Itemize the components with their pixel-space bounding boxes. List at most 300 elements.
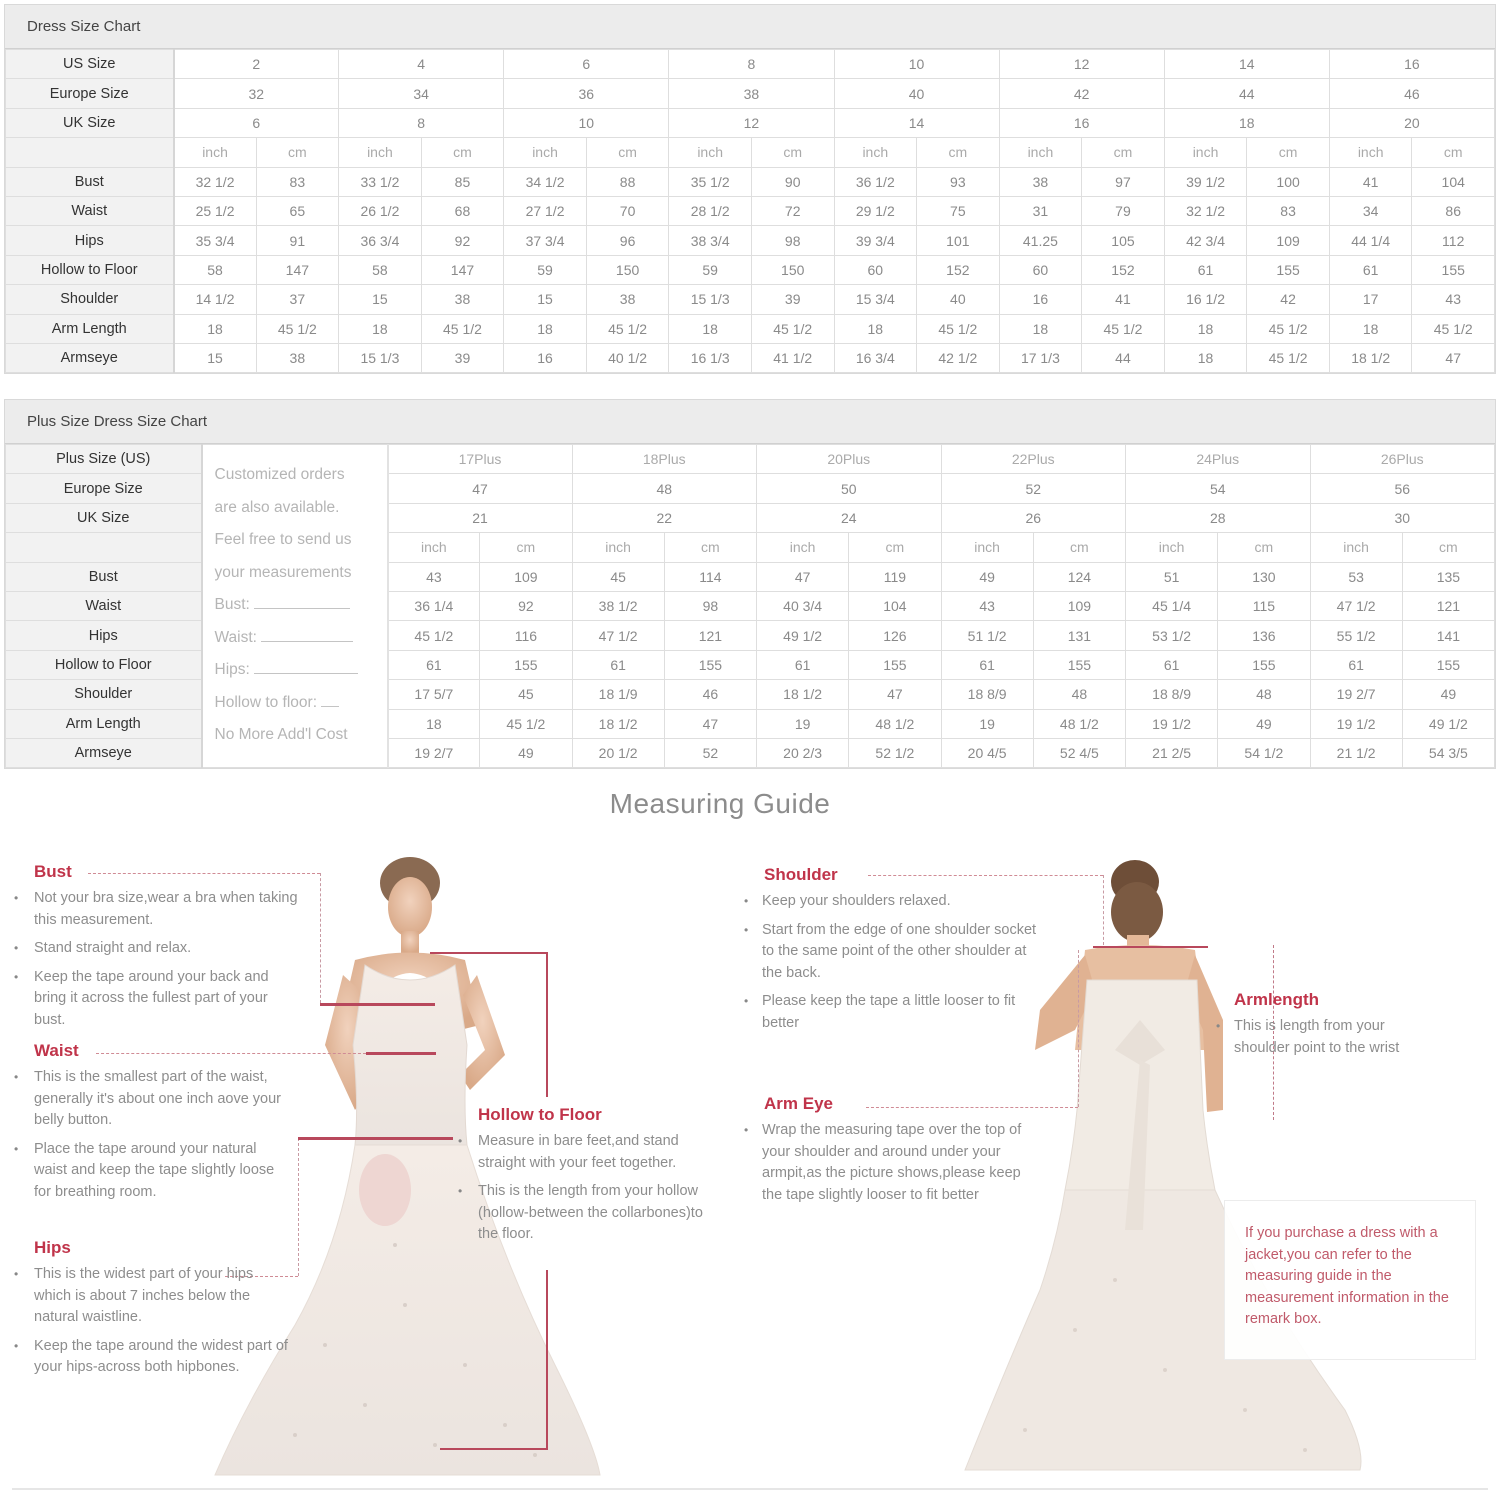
unit-cm: cm [586, 138, 669, 167]
measurement-cell: 36 1/2 [834, 167, 917, 196]
measurement-cell: 47 [757, 562, 849, 591]
measurement-cell: 119 [849, 562, 941, 591]
measurement-cell: 104 [849, 591, 941, 620]
shoulder-leader-vertical [1103, 875, 1104, 945]
measurement-cell: 28 1/2 [669, 196, 752, 225]
note-waist-label: Waist: [214, 628, 257, 646]
shoulder-tip: • Start from the edge of one shoulder socket to the same point of the other shoulder at the back. [730, 920, 1040, 985]
measurement-cell: 37 [256, 285, 339, 314]
measurement-cell: 155 [1402, 650, 1494, 679]
measurement-cell: 45 1/2 [1412, 314, 1495, 343]
unit-inch: inch [388, 533, 480, 562]
dress-size-chart-title: Dress Size Chart [5, 5, 1495, 49]
measurement-cell: 18 [669, 314, 752, 343]
measurement-cell: 35 3/4 [174, 226, 257, 255]
measurement-cell: 45 1/2 [586, 314, 669, 343]
waist-guide [0, 1041, 290, 1210]
unit-inch: inch [1329, 138, 1412, 167]
row-label: Hips [6, 621, 202, 650]
size-cell: 16 [1329, 50, 1494, 79]
measurement-cell: 19 [941, 709, 1033, 738]
measurement-row [6, 343, 1495, 372]
measurement-cell: 20 4/5 [941, 738, 1033, 767]
measurement-cell: 18 8/9 [941, 680, 1033, 709]
measurement-cell: 16 [999, 285, 1082, 314]
bust-leader-vertical [320, 873, 321, 1003]
unit-cm: cm [480, 533, 572, 562]
measurement-cell: 27 1/2 [504, 196, 587, 225]
size-cell: 48 [572, 474, 757, 503]
size-cell: 4 [339, 50, 504, 79]
measuring-guide-title: Measuring Guide [609, 788, 831, 819]
armeye-leader-vertical [1078, 950, 1079, 1107]
row-label: Armseye [6, 738, 202, 767]
measurement-cell: 26 1/2 [339, 196, 422, 225]
row-label: Shoulder [6, 680, 202, 709]
measurement-row [6, 314, 1495, 343]
measurement-cell: 86 [1412, 196, 1495, 225]
size-cell: 17Plus [388, 445, 573, 474]
measurement-cell: 72 [751, 196, 834, 225]
armeye-tip: • Wrap the measuring tape over the top of your shoulder and around under your armpit,as the picture shows,please keep the tape slightly looser to fit better [730, 1120, 1040, 1206]
measurement-cell: 18 [834, 314, 917, 343]
unit-cm: cm [1247, 138, 1330, 167]
measurement-cell: 152 [917, 255, 1000, 284]
measurement-cell: 19 1/2 [1126, 709, 1218, 738]
row-label: Waist [6, 591, 202, 620]
measurement-cell: 61 [941, 650, 1033, 679]
measurement-row [6, 285, 1495, 314]
measurement-cell: 38 [256, 343, 339, 372]
measurement-cell: 18 [999, 314, 1082, 343]
hollow-vertical-bottom [546, 1270, 548, 1450]
size-cell: 38 [669, 79, 834, 108]
size-cell: 56 [1310, 474, 1495, 503]
note-line: are also available. [214, 498, 340, 516]
size-cell: 24Plus [1126, 445, 1311, 474]
hollow-bottom-line [440, 1448, 548, 1450]
measurement-cell: 25 1/2 [174, 196, 257, 225]
unit-inch: inch [941, 533, 1033, 562]
measurement-cell: 55 1/2 [1310, 621, 1402, 650]
size-cell: 26 [941, 503, 1126, 532]
measurement-cell: 47 [1412, 343, 1495, 372]
measurement-cell: 75 [917, 196, 1000, 225]
measurement-cell: 49 [1218, 709, 1310, 738]
size-cell: 21 [388, 503, 573, 532]
bust-tip: • Keep the tape around your back and bring it across the fullest part of your bust. [0, 967, 300, 1032]
measurement-cell: 42 3/4 [1164, 226, 1247, 255]
measurement-cell: 34 [1329, 196, 1412, 225]
measurement-cell: 18 [504, 314, 587, 343]
measurement-cell: 131 [1033, 621, 1125, 650]
measurement-cell: 39 3/4 [834, 226, 917, 255]
unit-inch: inch [1164, 138, 1247, 167]
armlength-tip: • This is length from your shoulder point to the wrist [1202, 1016, 1442, 1059]
measurement-cell: 51 [1126, 562, 1218, 591]
measurement-cell: 88 [586, 167, 669, 196]
measurement-cell: 32 1/2 [174, 167, 257, 196]
size-header-row [6, 108, 1495, 137]
measurement-cell: 16 1/3 [669, 343, 752, 372]
unit-inch: inch [834, 138, 917, 167]
measurement-cell: 49 [941, 562, 1033, 591]
measurement-cell: 16 [504, 343, 587, 372]
measurement-cell: 61 [1329, 255, 1412, 284]
measurement-cell: 98 [664, 591, 756, 620]
hollow-heading: Hollow to Floor [478, 1105, 602, 1124]
waist-heading: Waist [34, 1041, 79, 1060]
measurement-cell: 68 [421, 196, 504, 225]
measurement-cell: 42 [1247, 285, 1330, 314]
measurement-cell: 155 [1218, 650, 1310, 679]
measurement-cell: 155 [849, 650, 941, 679]
dress-size-chart [4, 4, 1496, 374]
bust-tip: • Stand straight and relax. [0, 938, 300, 960]
bust-heading: Bust [34, 862, 72, 881]
measurement-cell: 45 1/2 [1247, 343, 1330, 372]
measurement-cell: 18 [1329, 314, 1412, 343]
measurement-cell: 16 3/4 [834, 343, 917, 372]
measurement-cell: 155 [1247, 255, 1330, 284]
measurement-cell: 35 1/2 [669, 167, 752, 196]
measurement-cell: 147 [256, 255, 339, 284]
measurement-cell: 52 [664, 738, 756, 767]
measurement-cell: 15 [174, 343, 257, 372]
unit-inch: inch [1310, 533, 1402, 562]
size-cell: 20Plus [757, 445, 942, 474]
measurement-cell: 92 [421, 226, 504, 255]
hollow-tip: • This is the length from your hollow (hollow-between the collarbones)to the floor. [444, 1181, 704, 1246]
shoulder-measure-line [1093, 946, 1208, 948]
note-hollow-label: Hollow to floor: [214, 693, 318, 711]
measurement-cell: 49 [1402, 680, 1494, 709]
measurement-cell: 52 4/5 [1033, 738, 1125, 767]
measurement-row [6, 196, 1495, 225]
measurement-cell: 19 2/7 [1310, 680, 1402, 709]
size-cell: 46 [1329, 79, 1494, 108]
measurement-cell: 121 [664, 621, 756, 650]
unit-inch: inch [339, 138, 422, 167]
measurement-cell: 14 1/2 [174, 285, 257, 314]
measurement-cell: 49 [480, 738, 572, 767]
measurement-cell: 15 1/3 [669, 285, 752, 314]
unit-cm: cm [917, 138, 1000, 167]
measurement-cell: 105 [1082, 226, 1165, 255]
measurement-cell: 45 1/2 [751, 314, 834, 343]
hips-guide [0, 1238, 290, 1386]
measurement-cell: 17 [1329, 285, 1412, 314]
measurement-cell: 32 1/2 [1164, 196, 1247, 225]
size-cell: 22 [572, 503, 757, 532]
row-label: Europe Size [6, 474, 202, 503]
note-footer: No More Add'l Cost [214, 726, 348, 743]
unit-cm: cm [664, 533, 756, 562]
shoulder-guide [730, 865, 1040, 1041]
note-hips-label: Hips: [214, 661, 250, 678]
measurement-cell: 100 [1247, 167, 1330, 196]
measurement-row [6, 226, 1495, 255]
size-cell: 22Plus [941, 445, 1126, 474]
size-cell: 12 [999, 50, 1164, 79]
shoulder-heading: Shoulder [764, 865, 838, 884]
measurement-cell: 15 1/3 [339, 343, 422, 372]
measurement-cell: 16 1/2 [1164, 285, 1247, 314]
measurement-cell: 121 [1402, 591, 1494, 620]
bust-guide [0, 862, 300, 1038]
measurement-cell: 65 [256, 196, 339, 225]
measurement-cell: 38 [999, 167, 1082, 196]
measurement-cell: 46 [664, 680, 756, 709]
size-cell: 12 [669, 108, 834, 137]
unit-cm: cm [256, 138, 339, 167]
size-cell: 24 [757, 503, 942, 532]
measurement-cell: 58 [339, 255, 422, 284]
measurement-cell: 49 1/2 [1402, 709, 1494, 738]
measurement-cell: 104 [1412, 167, 1495, 196]
hollow-blank [321, 693, 339, 707]
measurement-cell: 38 [421, 285, 504, 314]
custom-order-note [202, 445, 388, 768]
unit-inch: inch [669, 138, 752, 167]
measurement-cell: 61 [757, 650, 849, 679]
measurement-cell: 109 [480, 562, 572, 591]
measurement-row [6, 255, 1495, 284]
size-header-row [6, 79, 1495, 108]
measurement-cell: 18 [1164, 343, 1247, 372]
size-cell: 42 [999, 79, 1164, 108]
measurement-cell: 109 [1033, 591, 1125, 620]
measurement-cell: 15 3/4 [834, 285, 917, 314]
size-header-row [6, 50, 1495, 79]
measurement-cell: 70 [586, 196, 669, 225]
measurement-cell: 37 3/4 [504, 226, 587, 255]
unit-inch: inch [174, 138, 257, 167]
measurement-cell: 18 [388, 709, 480, 738]
hips-tip: • This is the widest part of your hips which is about 7 inches below the natural waistline. [0, 1264, 290, 1329]
measurement-cell: 45 1/2 [480, 709, 572, 738]
note-line: Customized orders [214, 466, 345, 483]
size-cell: 6 [504, 50, 669, 79]
measurement-cell: 33 1/2 [339, 167, 422, 196]
row-label: Hips [6, 226, 174, 255]
measurement-cell: 15 [504, 285, 587, 314]
measurement-cell: 59 [504, 255, 587, 284]
measurement-cell: 155 [480, 650, 572, 679]
measurement-cell: 41 1/2 [751, 343, 834, 372]
size-cell: 34 [339, 79, 504, 108]
measurement-cell: 60 [834, 255, 917, 284]
row-label: Arm Length [6, 314, 174, 343]
bust-blank [254, 595, 350, 609]
measurement-cell: 43 [941, 591, 1033, 620]
measurement-cell: 141 [1402, 621, 1494, 650]
measurement-cell: 47 1/2 [572, 621, 664, 650]
measurement-cell: 21 2/5 [1126, 738, 1218, 767]
size-cell: 8 [339, 108, 504, 137]
measurement-cell: 109 [1247, 226, 1330, 255]
measurement-cell: 45 1/2 [917, 314, 1000, 343]
measurement-cell: 36 3/4 [339, 226, 422, 255]
measurement-cell: 45 [572, 562, 664, 591]
measurement-cell: 42 1/2 [917, 343, 1000, 372]
measurement-cell: 115 [1218, 591, 1310, 620]
size-cell: 10 [834, 50, 999, 79]
measurement-cell: 130 [1218, 562, 1310, 591]
row-label [6, 138, 174, 167]
measurement-cell: 41.25 [999, 226, 1082, 255]
row-label: Bust [6, 562, 202, 591]
hollow-guide [444, 1105, 704, 1253]
measurement-cell: 19 2/7 [388, 738, 480, 767]
measurement-cell: 15 [339, 285, 422, 314]
measurement-cell: 126 [849, 621, 941, 650]
unit-row [6, 138, 1495, 167]
hips-tip: • Keep the tape around the widest part of your hips-across both hipbones. [0, 1336, 290, 1379]
bust-measure-line [320, 1003, 435, 1006]
unit-cm: cm [751, 138, 834, 167]
measurement-cell: 147 [421, 255, 504, 284]
size-cell: 40 [834, 79, 999, 108]
measurement-cell: 83 [1247, 196, 1330, 225]
measurement-cell: 41 [1329, 167, 1412, 196]
measurement-cell: 49 1/2 [757, 621, 849, 650]
measurement-cell: 38 1/2 [572, 591, 664, 620]
row-label: Hollow to Floor [6, 650, 202, 679]
hollow-tip: • Measure in bare feet,and stand straight with your feet together. [444, 1131, 704, 1174]
shoulder-tip: • Keep your shoulders relaxed. [730, 891, 1040, 913]
measurement-cell: 18 [339, 314, 422, 343]
measurement-cell: 45 [480, 680, 572, 709]
measurement-cell: 43 [388, 562, 480, 591]
unit-cm: cm [1412, 138, 1495, 167]
size-cell: 47 [388, 474, 573, 503]
size-cell: 6 [174, 108, 339, 137]
hollow-top-line [430, 952, 548, 954]
armlength-guide [1202, 990, 1442, 1066]
size-cell: 26Plus [1310, 445, 1495, 474]
row-label: Arm Length [6, 709, 202, 738]
measurement-cell: 150 [586, 255, 669, 284]
measurement-cell: 53 [1310, 562, 1402, 591]
measurement-cell: 45 1/4 [1126, 591, 1218, 620]
unit-cm: cm [1033, 533, 1125, 562]
measurement-cell: 114 [664, 562, 756, 591]
measurement-cell: 52 1/2 [849, 738, 941, 767]
size-cell: 8 [669, 50, 834, 79]
unit-inch: inch [504, 138, 587, 167]
measurement-cell: 152 [1082, 255, 1165, 284]
armeye-heading: Arm Eye [764, 1094, 833, 1113]
unit-cm: cm [1218, 533, 1310, 562]
measurement-cell: 31 [999, 196, 1082, 225]
size-cell: 18Plus [572, 445, 757, 474]
measurement-cell: 47 [664, 709, 756, 738]
shoulder-tip: • Please keep the tape a little looser to fit better [730, 991, 1040, 1034]
measurement-cell: 59 [669, 255, 752, 284]
measurement-cell: 155 [1033, 650, 1125, 679]
measurement-cell: 97 [1082, 167, 1165, 196]
size-cell: 30 [1310, 503, 1495, 532]
measurement-cell: 54 1/2 [1218, 738, 1310, 767]
measurement-cell: 20 1/2 [572, 738, 664, 767]
size-cell: 52 [941, 474, 1126, 503]
measurement-cell: 101 [917, 226, 1000, 255]
measurement-cell: 116 [480, 621, 572, 650]
measurement-cell: 39 [751, 285, 834, 314]
measurement-cell: 92 [480, 591, 572, 620]
measurement-cell: 61 [1126, 650, 1218, 679]
measurement-cell: 91 [256, 226, 339, 255]
measurement-cell: 36 1/4 [388, 591, 480, 620]
measurement-cell: 60 [999, 255, 1082, 284]
measurement-cell: 45 1/2 [421, 314, 504, 343]
size-header-row [6, 445, 1495, 474]
plus-size-chart-title: Plus Size Dress Size Chart [5, 400, 1495, 444]
measurement-cell: 48 [1033, 680, 1125, 709]
size-cell: 14 [1164, 50, 1329, 79]
unit-cm: cm [1402, 533, 1494, 562]
waist-tip: • Place the tape around your natural waist and keep the tape slightly loose for breathing room. [0, 1139, 290, 1204]
measurement-cell: 45 1/2 [1082, 314, 1165, 343]
measurement-cell: 29 1/2 [834, 196, 917, 225]
measurement-cell: 48 1/2 [1033, 709, 1125, 738]
hips-leader-vertical [298, 1138, 299, 1276]
measurement-cell: 135 [1402, 562, 1494, 591]
plus-size-table [5, 444, 1495, 768]
measurement-cell: 17 5/7 [388, 680, 480, 709]
size-cell: 54 [1126, 474, 1311, 503]
unit-inch: inch [757, 533, 849, 562]
waist-measure-line [366, 1052, 436, 1055]
measurement-row [6, 167, 1495, 196]
size-cell: 44 [1164, 79, 1329, 108]
size-cell: 50 [757, 474, 942, 503]
row-label: Plus Size (US) [6, 445, 202, 474]
measurement-cell: 61 [1164, 255, 1247, 284]
measurement-cell: 155 [1412, 255, 1495, 284]
measurement-cell: 98 [751, 226, 834, 255]
measurement-cell: 18 [174, 314, 257, 343]
size-cell: 32 [174, 79, 339, 108]
row-label: Bust [6, 167, 174, 196]
measurement-cell: 48 [1218, 680, 1310, 709]
row-label: Shoulder [6, 285, 174, 314]
measurement-cell: 39 [421, 343, 504, 372]
unit-cm: cm [421, 138, 504, 167]
hollow-vertical-top [546, 952, 548, 1097]
measurement-cell: 47 [849, 680, 941, 709]
measurement-cell: 83 [256, 167, 339, 196]
measurement-cell: 18 1/9 [572, 680, 664, 709]
armlength-heading: Armlength [1234, 990, 1319, 1009]
row-label: Europe Size [6, 79, 174, 108]
size-cell: 10 [504, 108, 669, 137]
measurement-cell: 18 [1164, 314, 1247, 343]
row-label: UK Size [6, 503, 202, 532]
measurement-cell: 45 1/2 [1247, 314, 1330, 343]
measurement-cell: 124 [1033, 562, 1125, 591]
measurement-cell: 18 1/2 [1329, 343, 1412, 372]
size-cell: 20 [1329, 108, 1494, 137]
measurement-cell: 53 1/2 [1126, 621, 1218, 650]
jacket-remark-box: If you purchase a dress with a jacket,you can refer to the measuring guide in the measurement information in the remark box. [1224, 1200, 1476, 1360]
measurement-cell: 43 [1412, 285, 1495, 314]
row-label: Hollow to Floor [6, 255, 174, 284]
waist-tip: • This is the smallest part of the waist, generally it's about one inch aove your belly button. [0, 1067, 290, 1132]
measurement-cell: 79 [1082, 196, 1165, 225]
measurement-cell: 61 [388, 650, 480, 679]
